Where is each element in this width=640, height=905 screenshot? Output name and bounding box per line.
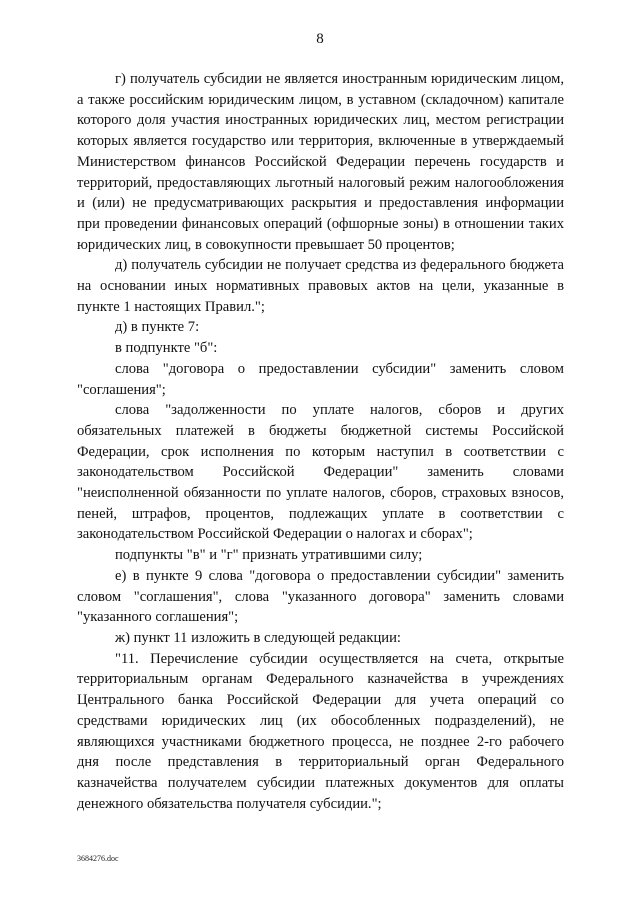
paragraph-subpoint-g: г) получатель субсидии не является иностранным юридическим лицом, а также российским юридическим лицом, в уставном (складочном) капитале которого доля участия иностранных юридических лиц, местом регистрации которых является государство или территория, включенные в утверждаемый Министерством финансов Российской Федерации перечень государств и территорий, предоставляющих льготный налоговый режим налогообложения и (или) не предусматривающих раскрытия и предоставления информации при проведении финансовых операций (офшорные зоны) в отношении таких юридических лиц, в совокупности превышает 50 процентов; [77,71,564,253]
paragraph-replace-debt: слова "задолженности по уплате налогов, сборов и других обязательных платежей в бюджеты бюджетной системы Российской Федерации, срок исполнения по которым наступил в соответствии с законодательством Российской Федерации" заменить словами "неисполненной обязанности по уплате налогов, сборов, страховых взносов, пеней, штрафов, процентов, подлежащих уплате в соответствии с законодательством Российской Федерации о налогах и сборах"; [77,402,564,543]
paragraph-point-7: д) в пункте 7: [115,319,200,336]
paragraph-point-11-intro: ж) пункт 11 изложить в следующей редакции: [115,629,401,646]
footer-file-name: 3684276.doc [77,854,119,863]
page-number: 8 [316,31,324,47]
document-body [77,69,564,814]
paragraph-void-subpoints: подпункты "в" и "г" признать утратившими силу; [115,547,423,564]
paragraph-point-9: е) в пункте 9 слова "договора о предоставлении субсидии" заменить словом "соглашения", слова "указанного договора" заменить словами "указанного соглашения"; [77,567,564,626]
paragraph-replace-contract: слова "договора о предоставлении субсидии" заменить словом "соглашения"; [77,360,564,398]
paragraph-point-11-text: "11. Перечисление субсидии осуществляется на счета, открытые территориальным органам Федерального казначейства в учреждениях Центрального банка Российской Федерации для учета операций со средствами юридических лиц (их обособленных подразделений), не являющихся участниками бюджетного процесса, не позднее 2-го рабочего дня после представления в территориальный орган Федерального казначейства получателем субсидии платежных документов для оплаты денежного обязательства получателя субсидии."; [77,650,564,812]
paragraph-subpoint-d: д) получатель субсидии не получает средства из федерального бюджета на основании иных нормативных правовых актов на цели, указанные в пункте 1 настоящих Правил."; [77,257,564,315]
paragraph-subpoint-b: в подпункте "б": [115,340,218,357]
